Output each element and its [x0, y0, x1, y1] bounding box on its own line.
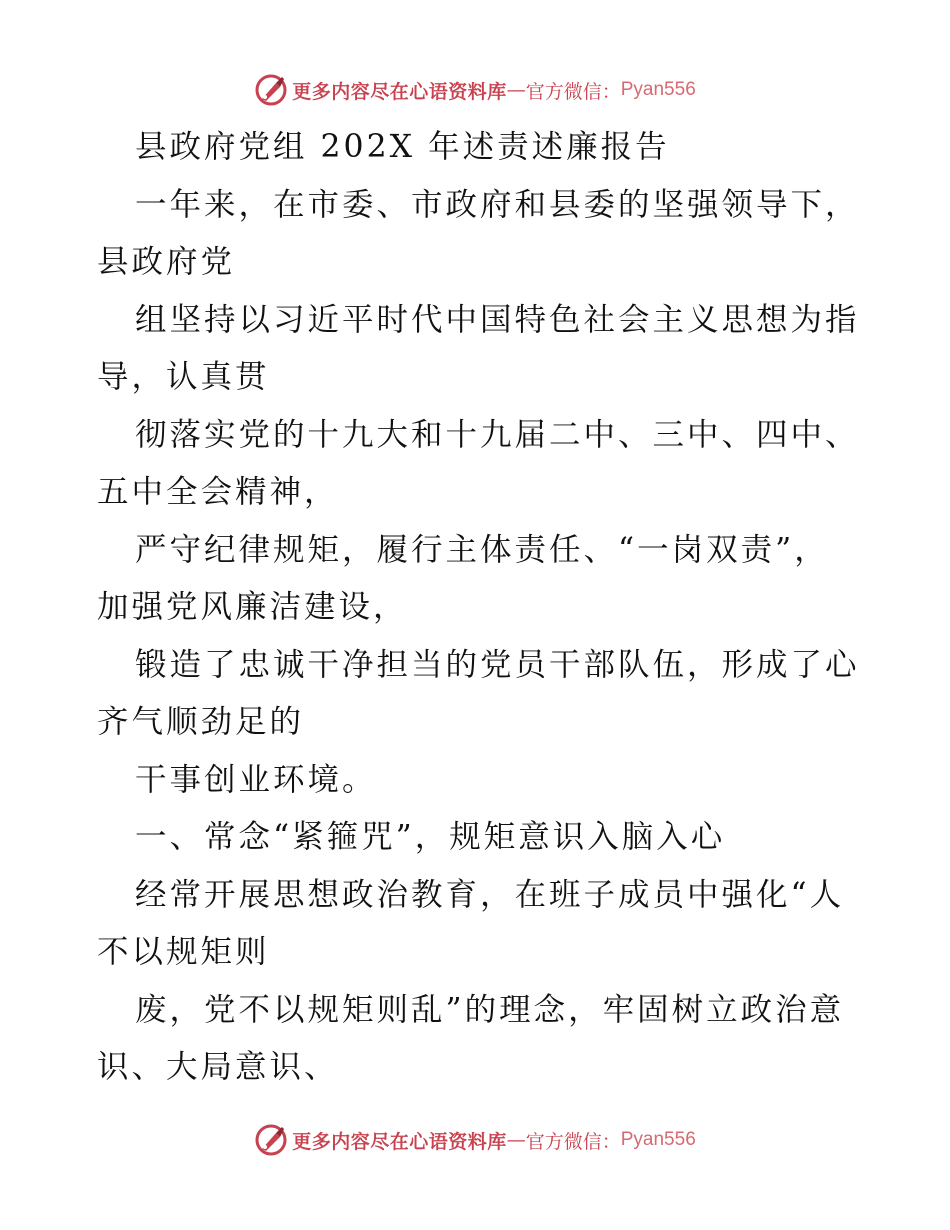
text-line: 锻造了忠诚干净担当的党员干部队伍，形成了心 [135, 646, 860, 683]
text-line: 县政府党 [97, 244, 236, 280]
header-banner[interactable] [0, 70, 950, 110]
banner-tail-text: 官方微信： [525, 80, 621, 103]
pen-nib-logo-icon [254, 1123, 288, 1157]
text-line: 识、大局意识、 [97, 1049, 339, 1085]
text-line: 干事创业环境。 [135, 761, 377, 798]
text-line: 经常开展思想政治教育，在班子成员中强化“人 [135, 876, 845, 913]
document-body [97, 119, 867, 1097]
text-line: 严守纪律规矩，履行主体责任、“一岗双责”， [135, 531, 829, 568]
text-line: 废，党不以规矩则乱”的理念，牢固树立政治意 [135, 991, 845, 1028]
banner-wechat-id: Pyan556 [620, 1129, 696, 1150]
text-line: 彻落实党的十九大和十九届二中、三中、四中、 [135, 416, 860, 453]
banner-main-text: 更多内容尽在心语资料库 [292, 1130, 507, 1153]
text-line: 加强党风廉洁建设， [97, 589, 408, 625]
banner-tail-text: 官方微信： [525, 1130, 621, 1153]
footer-banner[interactable] [0, 1120, 950, 1160]
text-line: 齐气顺劲足的 [97, 704, 305, 740]
banner-wechat-id: Pyan556 [620, 79, 696, 100]
document-title: 县政府党组 202X 年述责述廉报告 [135, 129, 670, 165]
banner-dash: — [506, 1129, 526, 1151]
pen-nib-logo-icon [254, 73, 288, 107]
text-line: 组坚持以习近平时代中国特色社会主义思想为指 [135, 301, 860, 338]
banner-main-text: 更多内容尽在心语资料库 [292, 80, 507, 103]
text-line: 导，认真贯 [97, 359, 270, 395]
text-line: 不以规矩则 [97, 934, 270, 970]
banner-dash: — [506, 79, 526, 101]
text-line: 一年来，在市委、市政府和县委的坚强领导下， [135, 186, 860, 223]
section-heading: 一、常念“紧箍咒”，规矩意识入脑入心 [135, 819, 726, 855]
text-line: 五中全会精神， [97, 474, 339, 510]
